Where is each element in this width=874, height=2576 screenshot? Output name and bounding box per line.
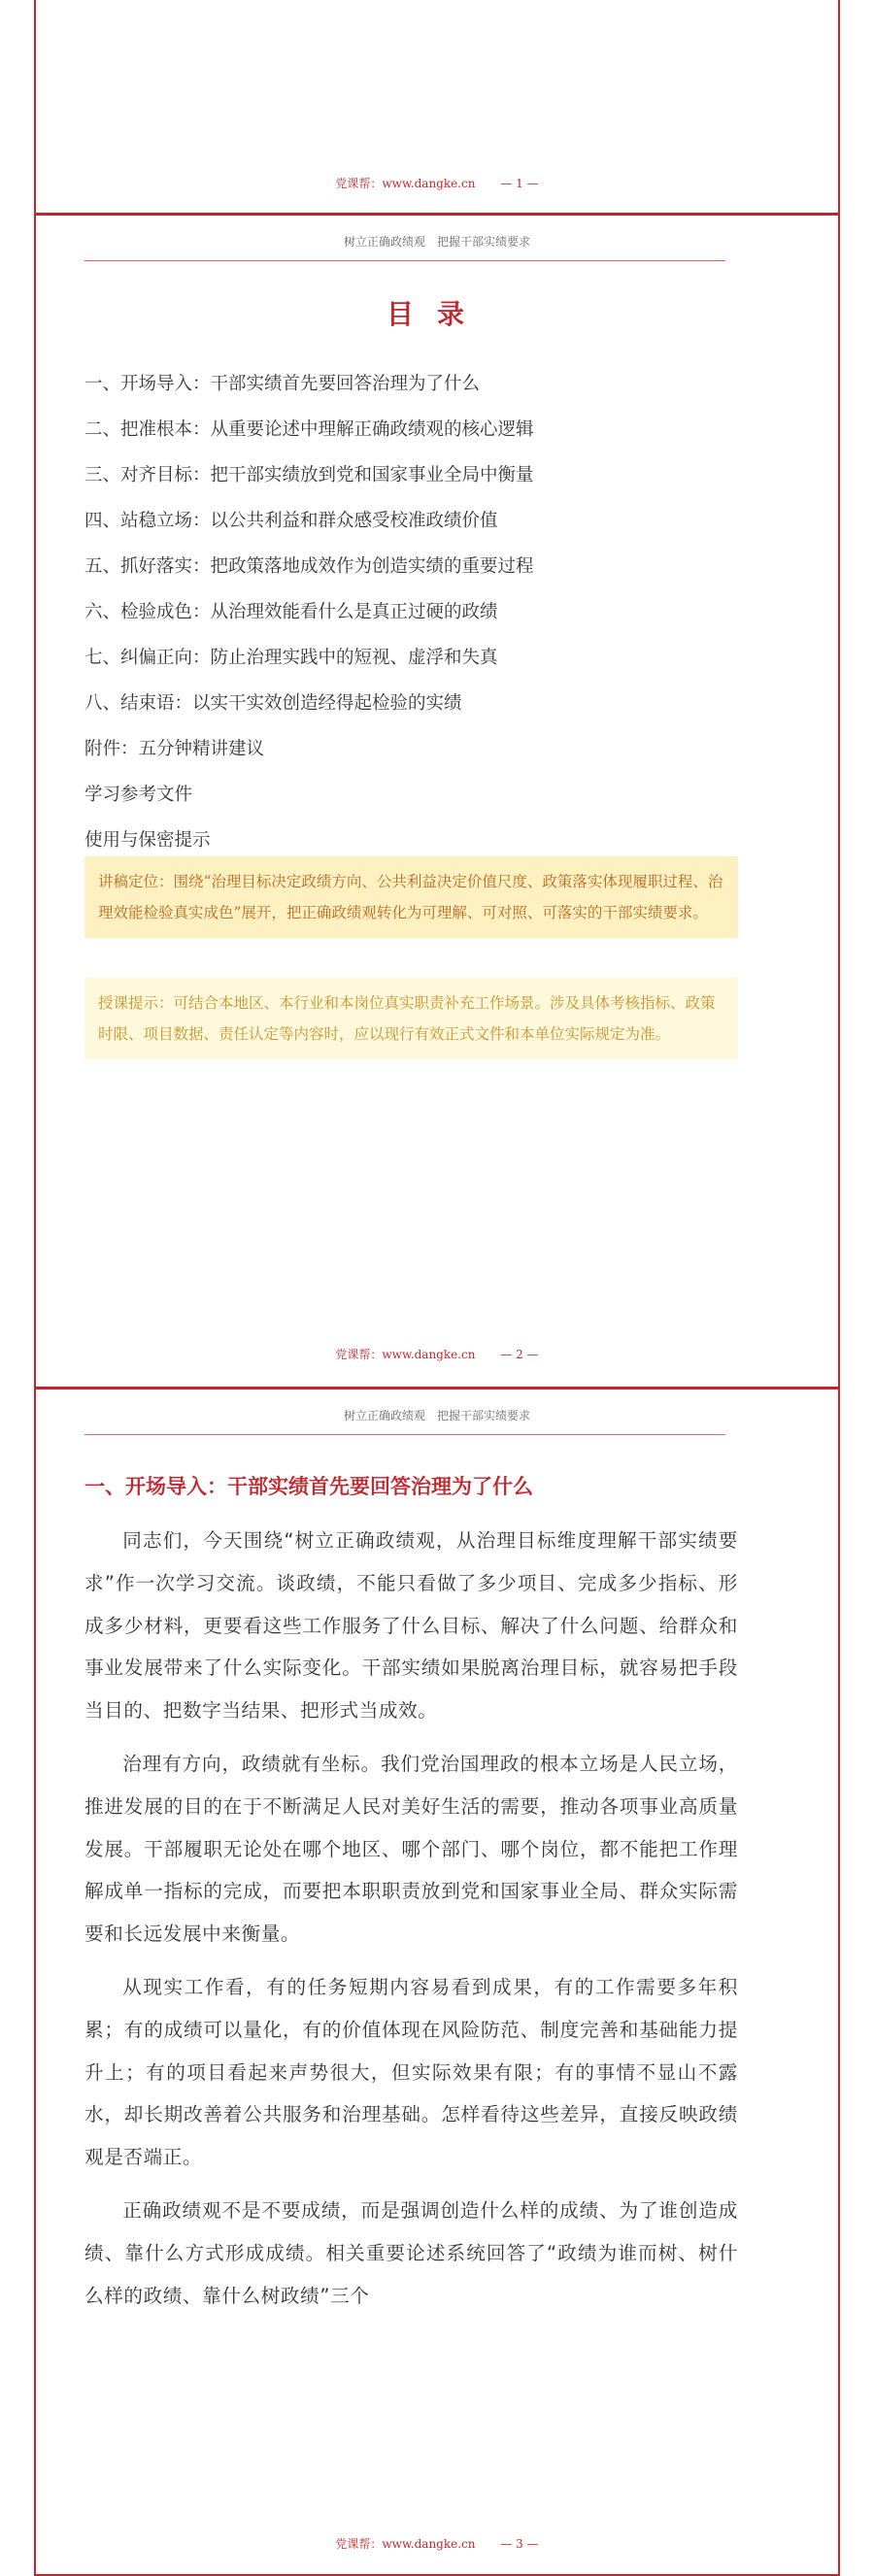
paragraph: 同志们，今天围绕“树立正确政绩观，从治理目标维度理解干部实绩要求”作一次学习交流。谈政绩，不能只看做了多少项目、完成多少指标、形成多少材料，更要看这些工作服务了什么目标、解决了什么问题、给群众和事业发展带来了什么实际变化。干部实绩如果脱离治理目标，就容易把手段当目的、把数字当结果、把形式当成效。 <box>84 1529 738 1723</box>
page-footer <box>36 2535 838 2552</box>
toc-item[interactable]: 一、开场导入：干部实绩首先要回答治理为了什么 <box>84 374 481 394</box>
page-3 <box>34 1389 840 2576</box>
page-footer <box>36 1346 838 1362</box>
section-body <box>84 1520 738 2327</box>
toc-item[interactable]: 八、结束语：以实干实效创造经得起检验的实绩 <box>84 693 462 714</box>
toc-list <box>84 361 764 863</box>
page-1 <box>34 0 840 215</box>
toc-title: 目录 <box>386 298 487 330</box>
footer-page-number: — 1 — <box>500 177 539 190</box>
toc-item[interactable]: 五、抓好落实：把政策落地成效作为创造实绩的重要过程 <box>84 556 534 577</box>
paragraph: 治理有方向，政绩就有坐标。我们党治国理政的根本立场是人民立场，推进发展的目的在于不断满足人民对美好生活的需要，推动各项事业高质量发展。干部履职无论处在哪个地区、哪个部门、哪个岗位，都不能把工作理解成单一指标的完成，而要把本职职责放到党和国家事业全局、群众实际需要和长远发展中来衡量。 <box>84 1752 738 1946</box>
footer-site: 党课帮：www.dangke.cn <box>335 1348 476 1361</box>
writing-position-note: 讲稿定位：围绕“治理目标决定政绩方向、公共利益决定价值尺度、政策落实体现履职过程、治理效能检验真实成色”展开，把正确政绩观转化为可理解、可对照、可落实的干部实绩要求。 <box>84 856 738 938</box>
page-header: 树立正确政绩观 把握干部实绩要求 <box>343 235 530 249</box>
toc-item[interactable]: 七、纠偏正向：防止治理实践中的短视、虚浮和失真 <box>84 648 498 668</box>
section-title: 一、开场导入：干部实绩首先要回答治理为了什么 <box>84 1474 533 1498</box>
page-2 <box>34 216 840 1388</box>
page-footer <box>36 175 838 191</box>
page-header: 树立正确政绩观 把握干部实绩要求 <box>343 1409 530 1422</box>
footer-site: 党课帮：www.dangke.cn <box>335 2537 476 2551</box>
footer-site: 党课帮：www.dangke.cn <box>335 177 476 190</box>
toc-item[interactable]: 四、站稳立场：以公共利益和群众感受校准政绩价值 <box>84 511 498 531</box>
header-rule <box>84 1434 725 1435</box>
toc-item[interactable]: 六、检验成色：从治理效能看什么是真正过硬的政绩 <box>84 602 498 622</box>
toc-item[interactable]: 附件：五分钟精讲建议 <box>84 739 265 759</box>
toc-item[interactable]: 三、对齐目标：把干部实绩放到党和国家事业全局中衡量 <box>84 465 534 485</box>
toc-item[interactable]: 使用与保密提示 <box>84 830 211 851</box>
lecture-tip-note: 授课提示：可结合本地区、本行业和本岗位真实职责补充工作场景。涉及具体考核指标、政策时限、项目数据、责任认定等内容时，应以现行有效正式文件和本单位实际规定为准。 <box>84 978 738 1059</box>
toc-item[interactable]: 学习参考文件 <box>84 785 193 805</box>
toc-item[interactable]: 二、把准根本：从重要论述中理解正确政绩观的核心逻辑 <box>84 419 534 440</box>
paragraph: 正确政绩观不是不要成绩，而是强调创造什么样的成绩、为了谁创造成绩、靠什么方式形成成绩。相关重要论述系统回答了“政绩为谁而树、树什么样的政绩、靠什么树政绩”三个 <box>84 2198 738 2307</box>
paragraph: 从现实工作看，有的任务短期内容易看到成果，有的工作需要多年积累；有的成绩可以量化，有的价值体现在风险防范、制度完善和基础能力提升上；有的项目看起来声势很大，但实际效果有限；有的事情不显山不露水，却长期改善着公共服务和治理基础。怎样看待这些差异，直接反映政绩观是否端正。 <box>84 1975 738 2169</box>
header-rule <box>84 260 725 261</box>
footer-page-number: — 3 — <box>500 2537 539 2551</box>
footer-page-number: — 2 — <box>500 1348 539 1361</box>
